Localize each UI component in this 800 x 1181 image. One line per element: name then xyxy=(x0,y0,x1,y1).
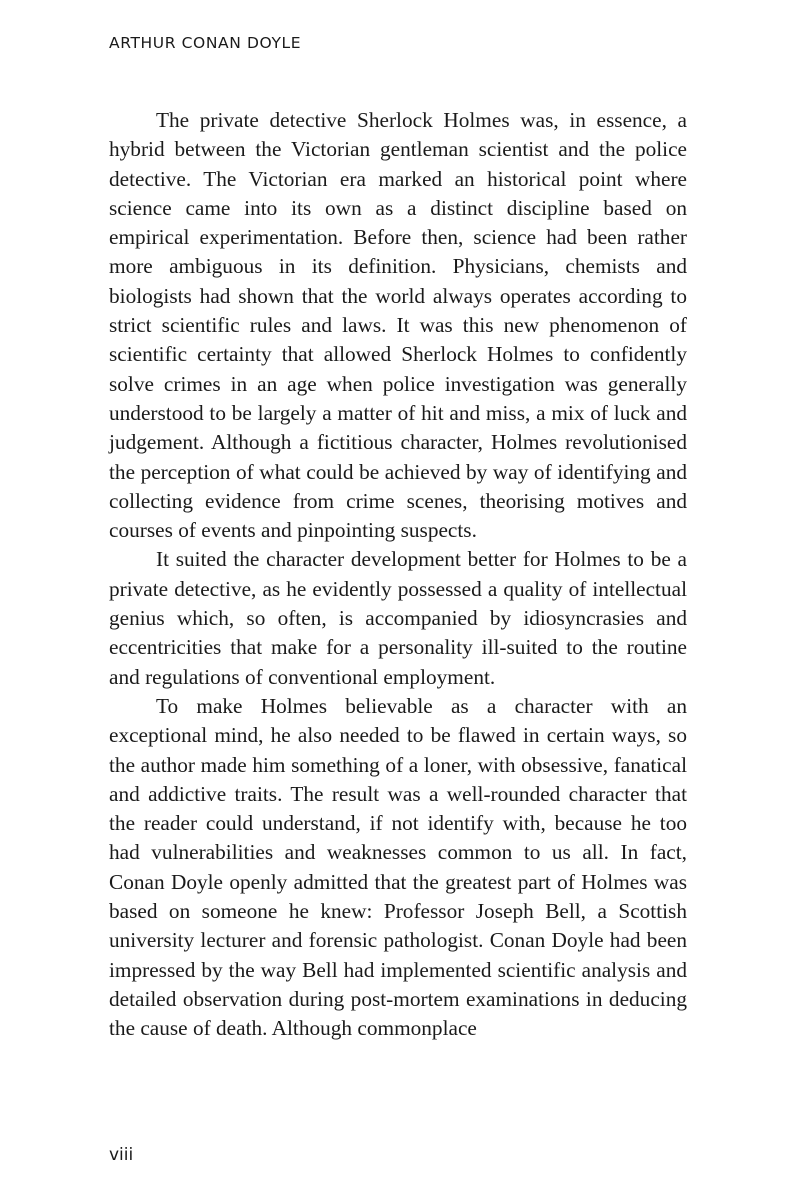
paragraph: It suited the character development better for Holmes to be a private detective, as he evidently possessed a quality of intellectual genius which, so often, is accompanied by idiosyncrasies and eccentricities that make for a personality ill-suited to the routine and regulations of conventional employment. xyxy=(109,547,687,689)
running-head: ARTHUR CONAN DOYLE xyxy=(109,34,302,52)
page-number: viii xyxy=(109,1145,134,1165)
paragraph: The private detective Sherlock Holmes was, in essence, a hybrid between the Victorian gentleman scientist and the police detective. The Victorian era marked an historical point where science came into its own as a distinct discipline based on empirical experimentation. Before then, science had been rather more ambiguous in its definition. Physicians, chemists and biologists had shown that the world always operates according to strict scientific rules and laws. It was this new phenomenon of scientific certainty that allowed Sherlock Holmes to confidently solve crimes in an age when police investigation was generally understood to be largely a matter of hit and miss, a mix of luck and judgement. Although a fictitious character, Holmes revolutionised the perception of what could be achieved by way of identifying and collecting evidence from crime scenes, theorising motives and courses of events and pinpointing suspects. xyxy=(109,108,687,543)
body-text xyxy=(109,106,687,1044)
paragraph: To make Holmes believable as a character with an exceptional mind, he also needed to be flawed in certain ways, so the author made him something of a loner, with obsessive, fanatical and addictive traits. The result was a well-rounded character that the reader could understand, if not identify with, because he too had vulnerabilities and weaknesses common to us all. In fact, Conan Doyle openly admitted that the greatest part of Holmes was based on someone he knew: Professor Joseph Bell, a Scottish university lecturer and forensic pathologist. Conan Doyle had been impressed by the way Bell had implemented scientific analysis and detailed observation during post-mortem examinations in deducing the cause of death. Although commonplace xyxy=(109,693,687,1041)
